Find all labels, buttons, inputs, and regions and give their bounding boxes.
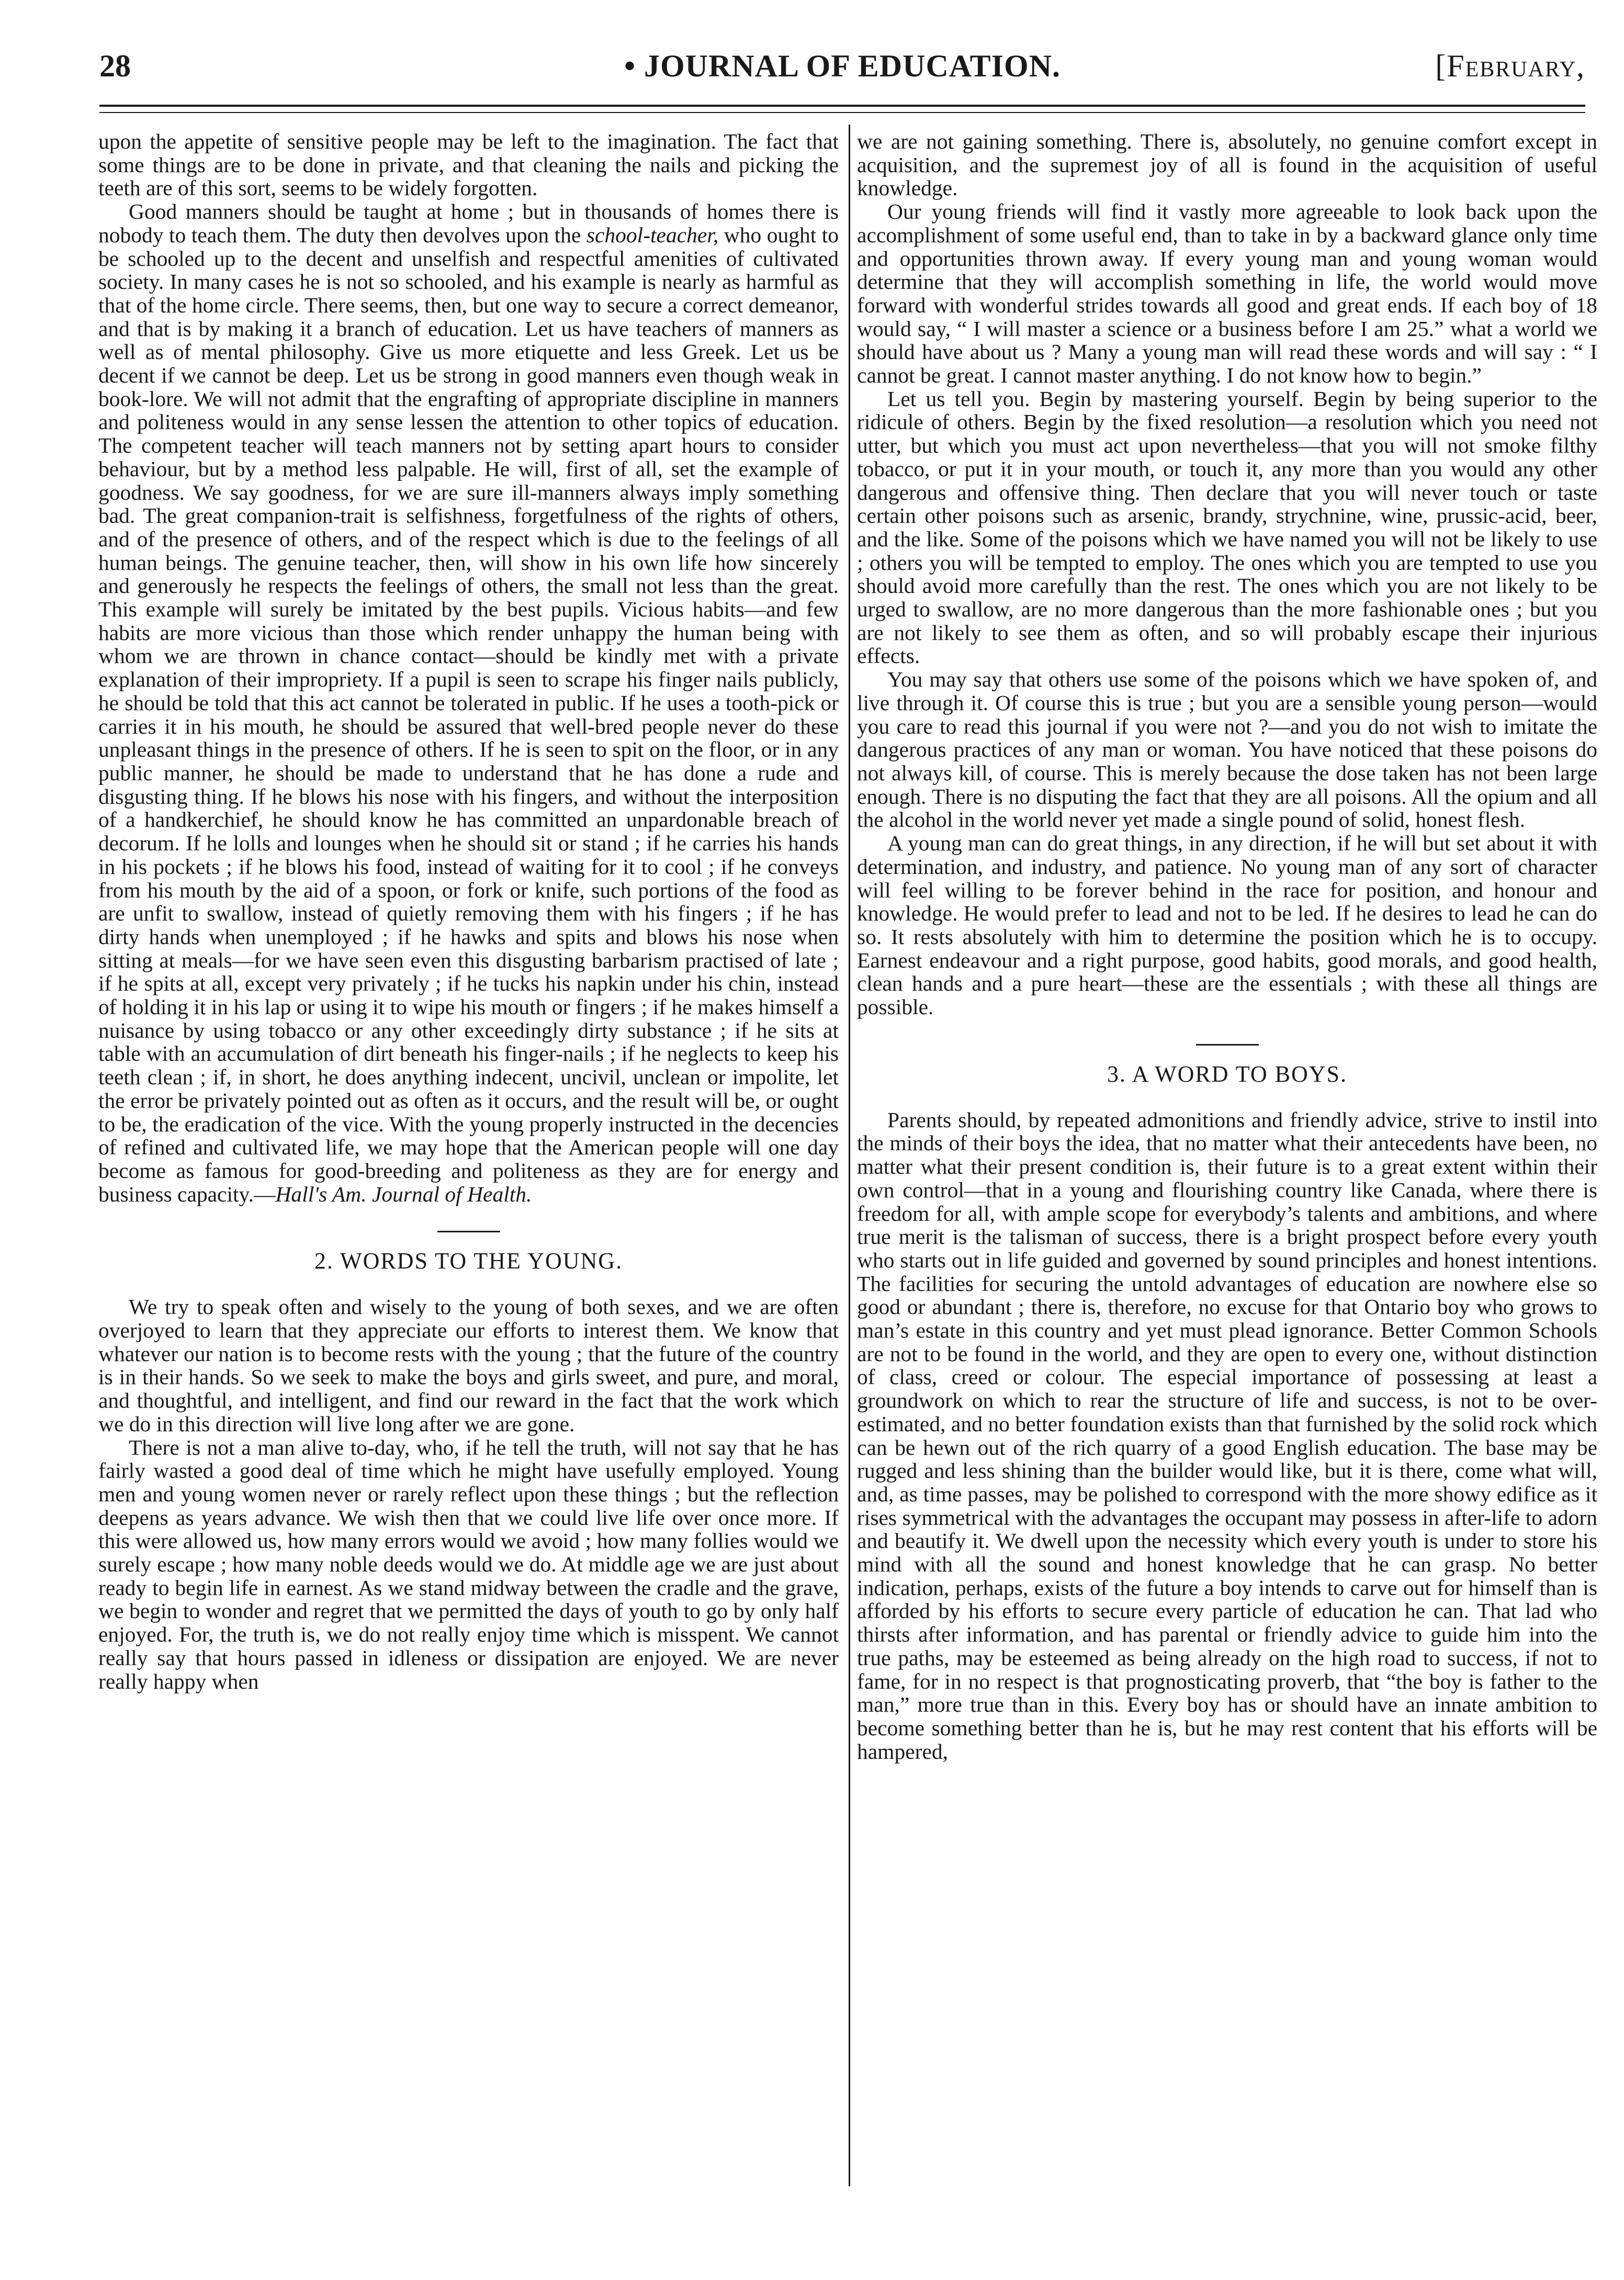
section-title: 3. A WORD TO BOYS. [1107, 1061, 1347, 1087]
paragraph-text: who ought to be schooled up to the decent and unselfish and respectful amenities of cultivated society. In many cases he is not so schooled, and his example is nearly as harmful as that of the home circle. There seems, then, but one way to secure a correct demeanor, and that is by making it a branch of education. Let us have teachers of manners as well as of mental philosophy. Give us more etiquette and less Greek. Let us be decent if we cannot be deep. Let us be strong in good manners even though weak in book-lore. We will not admit that the engrafting of appropriate discipline in manners and politeness would in any sense lessen the attention to other topics of education. The competent teacher will teach manners not by setting apart hours to consider behaviour, but by a method less palpable. He will, first of all, set the example of goodness. We say goodness, for we are sure ill-manners always imply something bad. The great companion-trait is selfishness, forgetfulness of the rights of others, and of the presence of others, and of the respect which is due to the feelings of all human beings. The genuine teacher, then, will show in his own life how sincerely and generously he respects the feelings of others, the small not less than the great. This example will surely be imitated by the best pupils. Vicious habits—and few habits are more vicious than those which render unhappy the human being with whom we are thrown in chance contact—should be kindly met with a private explanation of their impropriety. If a pupil is seen to scrape his finger nails publicly, he should be told that this act cannot be tolerated in public. If he uses a tooth-pick or carries it in his mouth, he should be assured that well-bred people never do these unpleasant things in the presence of others. If he is seen to spit on the floor, or in any public manner, he should be made to understand that he has done a rude and disgusting thing. If he blows his nose with his fingers, and without the interposition of a handkerchief, he should know he has committed an unpardonable breach of decorum. If he lolls and lounges when he should sit or stand ; if he carries his hands in his pockets ; if he blows his food, instead of waiting for it to cool ; if he conveys from his mouth by the aid of a spoon, or fork or knife, such portions of the food as are unfit to swallow, instead of quietly removing them with his fingers ; if he has dirty hands when unemployed ; if he hawks and spits and blows his nose when sitting at meals—for we have seen even this disgusting barbarism practised of late ; if he spits at all, except very privately ; if he tucks his napkin under his chin, instead of holding it in his lap or using it to wipe his mouth or fingers ; if he makes himself a nuisance by using tobacco or any other exceedingly dirty substance ; if he sits at table with an accumulation of dirt beneath his finger-nails ; if he neglects to keep his teeth clean ; if, in short, he does anything indecent, uncivil, unclean or impolite, let the error be privately pointed out as often as it occurs, and the result will be, or ought to be, the eradication of the vice. With the young properly instructed in the decencies of refined and cultivated life, we may hope that the American people will one day become as famous for good-breeding and politeness as they are for energy and business capacity.— [98, 222, 839, 1206]
right-column [857, 130, 1597, 1763]
section-divider [437, 1231, 500, 1232]
paragraph: Let us tell you. Begin by mastering yourself. Begin by being superior to the ridicule of others. Begin by the fixed resolution—a resolution which you need not utter, but which you must act upon nevertheless—that you will not smoke filthy tobacco, or put it in your mouth, or touch it, any more than you would any other dangerous and offensive thing. Then declare that you will never touch or taste certain other poisons such as arsenic, brandy, strychnine, wine, prussic-acid, beer, and the like. Some of the poisons which we have named you will not be likely to use ; others you will be tempted to employ. The ones which you are tempted to use you should avoid more carefully than the rest. The ones which you are not likely to be urged to swallow, are no more dangerous than the more fashionable ones ; but you are not likely to see them as often, and so will probably escape their injurious effects. [857, 386, 1597, 668]
paragraph: You may say that others use some of the poisons which we have spoken of, and live through it. Of course this is true ; but you are a sensible young person—would you care to read this journal if you were not ?—and you do not wish to imitate the dangerous practices of any man or woman. You have noticed that these poisons do not always kill, of course. This is merely because the dose taken has not been large enough. There is no disputing the fact that they are all poisons. All the opium and all the alcohol in the world never yet made a single pound of solid, honest flesh. [857, 667, 1597, 832]
issue-month: [February, [1435, 49, 1585, 83]
paragraph: A young man can do great things, in any direction, if he will but set about it with determination, and industry, and patience. No young man of any sort of character will feel willing to be forever behind in the race for position, and honour and knowledge. He would prefer to lead and not to be led. If he desires to lead he can do so. It rests absolutely with him to determine the position which he is to occupy. Earnest endeavour and a right purpose, good habits, good morals, and good health, clean hands and a pure heart—these are the essentials ; with these all things are possible. [857, 831, 1597, 1019]
paragraph [98, 200, 839, 1206]
page-header [99, 48, 1585, 95]
paragraph-text: Good manners should be taught at home ; but in thousands of homes there is nobody to teach them. The duty then devolves upon the [98, 199, 839, 247]
paragraph: There is not a man alive to-day, who, if he tell the truth, will not say that he has fairly wasted a good deal of time which he might have usefully employed. Young men and young women never or rarely reflect upon these things ; but the reflection deepens as years advance. We wish then that we could live life over once more. If this were allowed us, how many errors would we avoid ; how many follies would we surely escape ; how many noble deeds would we do. At middle age we are just about ready to begin life in earnest. As we stand midway between the cradle and the grave, we begin to wonder and regret that we permitted the days of youth to go by only half enjoyed. For, the truth is, we do not really enjoy time which is misspent. We cannot really say that hours passed in idleness or dissipation are enjoyed. We are never really happy when [98, 1435, 839, 1693]
paragraph: we are not gaining something. There is, absolutely, no genuine comfort except in acquisition, and the supremest joy of all is found in the acquisition of useful knowledge. [857, 129, 1597, 200]
section-title: 2. WORDS TO THE YOUNG. [314, 1248, 623, 1274]
left-column [98, 130, 839, 1693]
section-divider [1196, 1044, 1259, 1046]
page-number: 28 [99, 49, 131, 83]
source-citation: Hall's Am. Journal of Health. [275, 1182, 532, 1206]
column-divider [849, 125, 850, 2186]
paragraph: Parents should, by repeated admonitions and friendly advice, strive to instil into the minds of their boys the idea, that no matter what their antecedents have been, no matter what their present condition is, their future is to a great extent within their own control—that in a young and flourishing country like Canada, where there is freedom for all, with ample scope for everybody’s talents and ambitions, and where true merit is the talisman of success, there is a bright prospect before every youth who starts out in life guided and governed by sound principles and honest intentions. The facilities for securing the untold advantages of education are nowhere else so good or abundant ; there is, therefore, no excuse for that Ontario boy who grows to man’s estate in this country and yet must plead ignorance. Better Common Schools are not to be found in the world, and they are open to every one, without distinction of class, creed or colour. The especial importance of possessing at least a groundwork on which to rear the structure of life and success, is not to be over-estimated, and no better foundation exists than that furnished by the solid rock which can be hewn out of the rich quarry of a good English education. The base may be rugged and less shining than the builder would like, but it is there, come what will, and, as time passes, may be polished to correspond with the more showy edifice as it rises symmetrical with the advantages the occupant may possess in after-life to adorn and beautify it. We dwell upon the necessity which every youth is under to store his mind with all the sound and honest knowledge that he can grasp. No better indication, perhaps, exists of the future a boy intends to carve out for himself than is afforded by his efforts to secure every particle of education he can. That lad who thirsts after information, and has parental or friendly advice to guide him into the true paths, may be esteemed as being already on the high road to success, if not to fame, for in no respect is that prognosticating proverb, that “the boy is father to the man,” more true than in this. Every boy has or should have an innate ambition to become something better than he is, but he may rest content that his efforts will be hampered, [857, 1107, 1597, 1764]
paragraph: upon the appetite of sensitive people may be left to the imagination. The fact that some things are to be done in private, and that cleaning the nails and picking the teeth are of this sort, seems to be widely forgotten. [98, 129, 839, 200]
header-rule-thin [99, 112, 1585, 113]
paragraph: We try to speak often and wisely to the young of both sexes, and we are often overjoyed to learn that they appreciate our efforts to interest them. We know that whatever our nation is to become rests with the young ; that the future of the country is in their hands. So we seek to make the boys and girls sweet, and pure, and moral, and thoughtful, and intelligent, and find our reward in the fact that the work which we do in this direction will live long after we are gone. [98, 1295, 839, 1436]
italic-term: school-teacher, [586, 222, 719, 247]
header-rule-thick [99, 105, 1585, 107]
journal-title: • JOURNAL OF EDUCATION. [624, 49, 1061, 83]
paragraph: Our young friends will find it vastly more agreeable to look back upon the accomplishment of some useful end, than to take in by a backward glance only time and opportunities thrown away. If every young man and young woman would determine that they will accomplish something in life, the world would move forward with wonderful strides towards all good and great ends. If each boy of 18 would say, “ I will master a science or a business before I am 25.” what a world we should have about us ? Many a young man will read these words and will say : “ I cannot be great. I cannot master anything. I do not know how to begin.” [857, 199, 1597, 388]
